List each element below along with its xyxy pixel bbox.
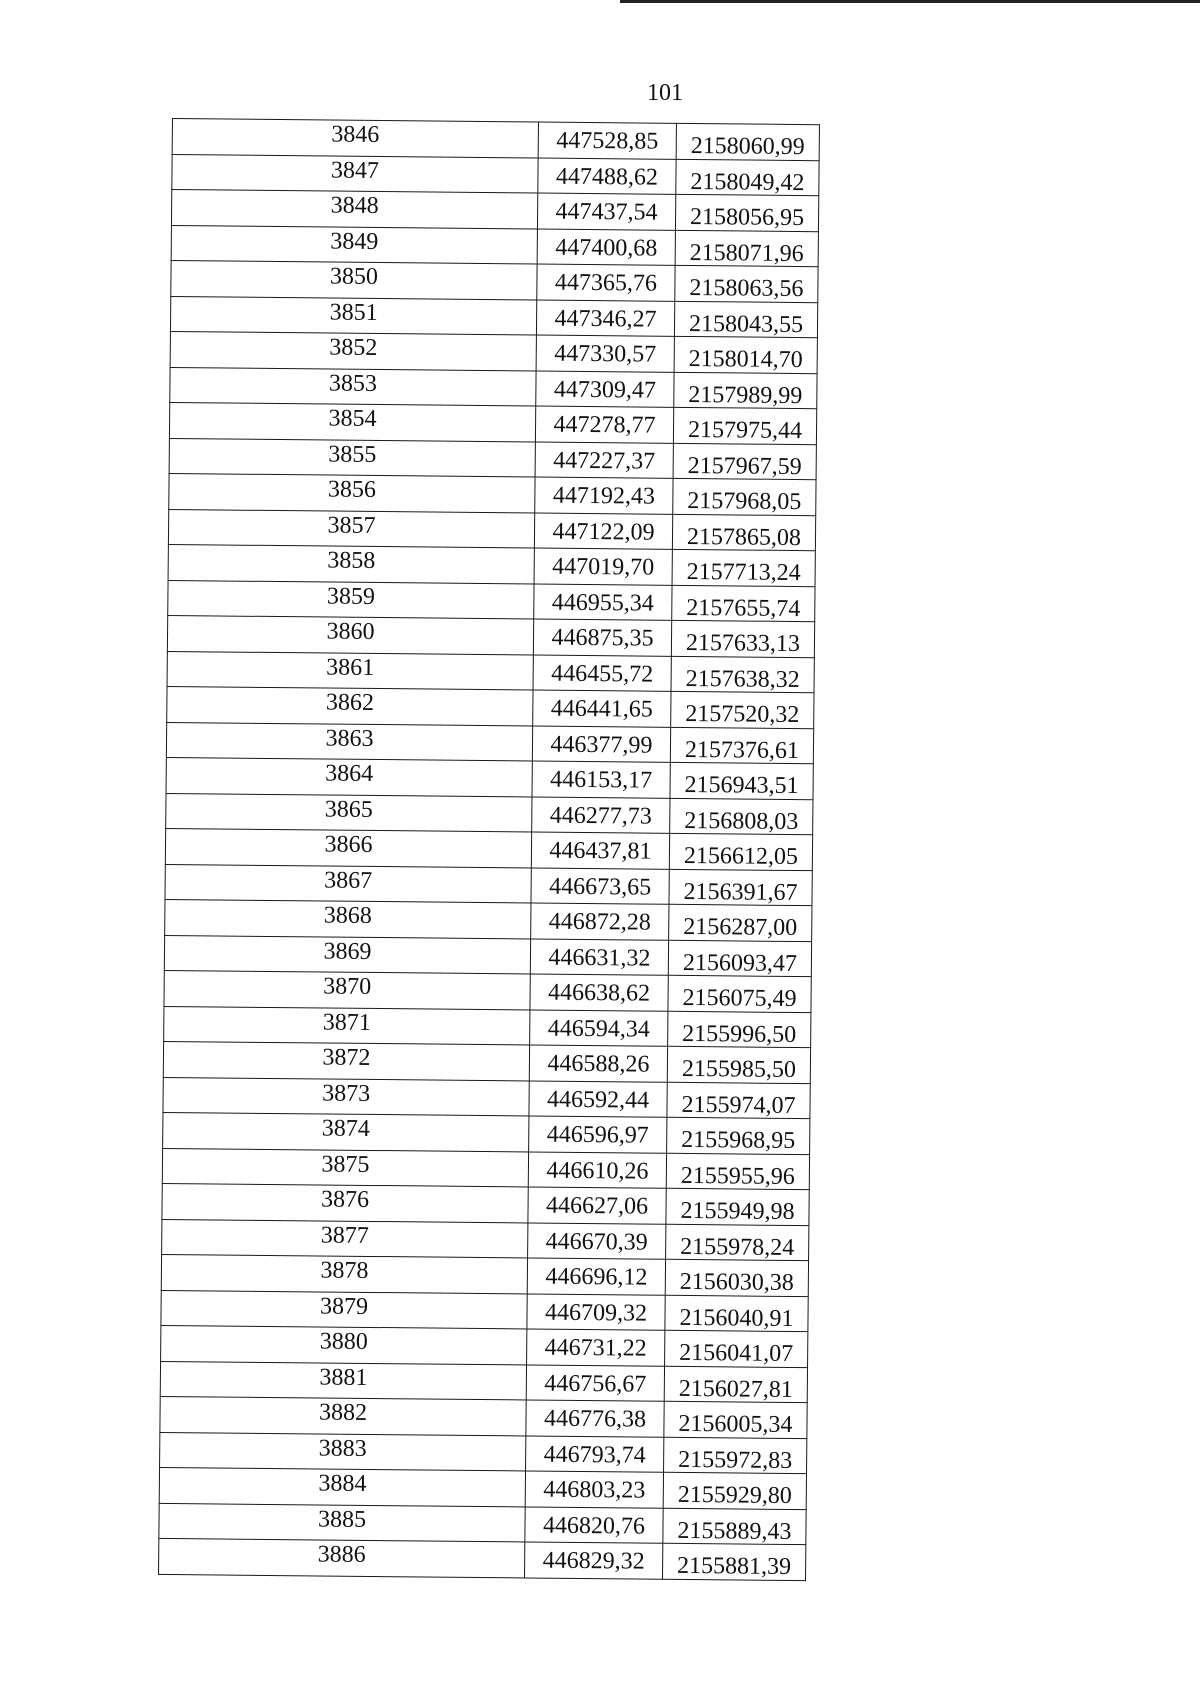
x-coordinate-cell: 446631,32: [530, 938, 668, 975]
x-coordinate-cell: 447365,76: [537, 264, 675, 301]
x-coordinate-cell: 446455,72: [533, 654, 671, 691]
y-coordinate-cell: 2158060,99: [676, 123, 819, 160]
x-coordinate-cell: 447330,57: [536, 335, 674, 372]
x-coordinate-cell: 446638,62: [530, 974, 668, 1011]
y-coordinate-cell: 2158063,56: [675, 265, 818, 302]
y-coordinate-cell: 2155949,98: [666, 1188, 809, 1225]
x-coordinate-cell: 446709,32: [527, 1293, 665, 1330]
y-coordinate-cell: 2158071,96: [675, 230, 818, 267]
x-coordinate-cell: 446955,34: [534, 583, 672, 620]
y-coordinate-cell: 2155972,83: [664, 1437, 807, 1474]
table-row: [159, 1538, 806, 1580]
y-coordinate-cell: 2156040,91: [665, 1295, 808, 1332]
point-number-cell: 3878: [161, 1254, 527, 1293]
y-coordinate-cell: 2156030,38: [665, 1259, 808, 1296]
x-coordinate-cell: 446592,44: [529, 1080, 667, 1117]
point-number-cell: 3867: [165, 864, 531, 903]
x-coordinate-cell: 446673,65: [531, 867, 669, 904]
point-number-cell: 3857: [168, 509, 534, 548]
y-coordinate-cell: 2156005,34: [664, 1401, 807, 1438]
point-number-cell: 3882: [160, 1396, 526, 1435]
point-number-cell: 3885: [159, 1503, 525, 1542]
point-number-cell: 3886: [159, 1538, 525, 1577]
y-coordinate-cell: 2157713,24: [672, 549, 815, 586]
x-coordinate-cell: 446594,34: [530, 1009, 668, 1046]
x-coordinate-cell: 446153,17: [532, 761, 670, 798]
point-number-cell: 3883: [160, 1432, 526, 1471]
point-number-cell: 3871: [164, 1006, 530, 1045]
point-number-cell: 3884: [159, 1467, 525, 1506]
y-coordinate-cell: 2157975,44: [673, 407, 816, 444]
y-coordinate-cell: 2157967,59: [673, 443, 816, 480]
x-coordinate-cell: 447122,09: [534, 513, 672, 550]
point-number-cell: 3846: [172, 119, 538, 158]
point-number-cell: 3859: [168, 580, 534, 619]
x-coordinate-cell: 446588,26: [529, 1045, 667, 1082]
x-coordinate-cell: 446756,67: [526, 1364, 664, 1401]
point-number-cell: 3874: [163, 1112, 529, 1151]
x-coordinate-cell: 447227,37: [535, 442, 673, 479]
point-number-cell: 3872: [163, 1041, 529, 1080]
point-number-cell: 3869: [164, 935, 530, 974]
point-number-cell: 3870: [164, 970, 530, 1009]
x-coordinate-cell: 446377,99: [532, 725, 670, 762]
point-number-cell: 3875: [162, 1148, 528, 1187]
y-coordinate-cell: 2156808,03: [670, 798, 813, 835]
x-coordinate-cell: 446793,74: [526, 1435, 664, 1472]
y-coordinate-cell: 2155978,24: [666, 1224, 809, 1261]
y-coordinate-cell: 2157376,61: [670, 727, 813, 764]
y-coordinate-cell: 2156612,05: [669, 833, 812, 870]
y-coordinate-cell: 2156075,49: [668, 975, 811, 1012]
y-coordinate-cell: 2155985,50: [667, 1046, 810, 1083]
x-coordinate-cell: 446596,97: [529, 1116, 667, 1153]
x-coordinate-cell: 447488,62: [538, 158, 676, 195]
y-coordinate-cell: 2156093,47: [668, 940, 811, 977]
x-coordinate-cell: 446627,06: [528, 1187, 666, 1224]
x-coordinate-cell: 447278,77: [535, 406, 673, 443]
y-coordinate-cell: 2157638,32: [671, 656, 814, 693]
x-coordinate-cell: 446441,65: [533, 690, 671, 727]
point-number-cell: 3848: [171, 190, 537, 229]
x-coordinate-cell: 446610,26: [528, 1151, 666, 1188]
y-coordinate-cell: 2155974,07: [667, 1082, 810, 1119]
x-coordinate-cell: 446872,28: [531, 903, 669, 940]
point-number-cell: 3863: [166, 722, 532, 761]
y-coordinate-cell: 2156287,00: [669, 904, 812, 941]
y-coordinate-cell: 2157520,32: [671, 691, 814, 728]
point-number-cell: 3865: [166, 793, 532, 832]
point-number-cell: 3854: [169, 402, 535, 441]
point-number-cell: 3856: [169, 473, 535, 512]
x-coordinate-cell: 446277,73: [532, 796, 670, 833]
x-coordinate-cell: 447528,85: [538, 122, 676, 159]
point-number-cell: 3862: [167, 686, 533, 725]
point-number-cell: 3851: [170, 296, 536, 335]
point-number-cell: 3853: [170, 367, 536, 406]
x-coordinate-cell: 446670,39: [528, 1222, 666, 1259]
coordinates-table-body: [159, 119, 820, 1581]
y-coordinate-cell: 2156027,81: [664, 1366, 807, 1403]
y-coordinate-cell: 2157968,05: [673, 478, 816, 515]
point-number-cell: 3876: [162, 1183, 528, 1222]
y-coordinate-cell: 2158056,95: [675, 194, 818, 231]
x-coordinate-cell: 446820,76: [525, 1506, 663, 1543]
page-number: 101: [647, 80, 683, 106]
x-coordinate-cell: 447400,68: [537, 229, 675, 266]
point-number-cell: 3861: [167, 651, 533, 690]
y-coordinate-cell: 2158049,42: [676, 159, 819, 196]
point-number-cell: 3852: [170, 331, 536, 370]
point-number-cell: 3881: [160, 1361, 526, 1400]
point-number-cell: 3868: [165, 899, 531, 938]
y-coordinate-cell: 2157655,74: [672, 585, 815, 622]
y-coordinate-cell: 2158043,55: [674, 301, 817, 338]
point-number-cell: 3879: [161, 1290, 527, 1329]
x-coordinate-cell: 446803,23: [525, 1471, 663, 1508]
y-coordinate-cell: 2155929,80: [663, 1472, 806, 1509]
y-coordinate-cell: 2156943,51: [670, 762, 813, 799]
x-coordinate-cell: 446731,22: [527, 1329, 665, 1366]
x-coordinate-cell: 447192,43: [535, 477, 673, 514]
point-number-cell: 3850: [171, 260, 537, 299]
point-number-cell: 3847: [172, 154, 538, 193]
point-number-cell: 3855: [169, 438, 535, 477]
x-coordinate-cell: 447019,70: [534, 548, 672, 585]
y-coordinate-cell: 2156041,07: [665, 1330, 808, 1367]
point-number-cell: 3849: [171, 225, 537, 264]
point-number-cell: 3877: [162, 1219, 528, 1258]
top-border-line: [620, 0, 1200, 3]
x-coordinate-cell: 446875,35: [533, 619, 671, 656]
y-coordinate-cell: 2155881,39: [663, 1543, 806, 1580]
x-coordinate-cell: 447309,47: [536, 371, 674, 408]
y-coordinate-cell: 2157633,13: [671, 620, 814, 657]
x-coordinate-cell: 446829,32: [525, 1542, 663, 1579]
point-number-cell: 3880: [161, 1325, 527, 1364]
x-coordinate-cell: 446696,12: [527, 1258, 665, 1295]
y-coordinate-cell: 2157865,08: [672, 514, 815, 551]
x-coordinate-cell: 446776,38: [526, 1400, 664, 1437]
y-coordinate-cell: 2157989,99: [674, 372, 817, 409]
x-coordinate-cell: 447346,27: [536, 300, 674, 337]
point-number-cell: 3858: [168, 544, 534, 583]
y-coordinate-cell: 2155968,95: [667, 1117, 810, 1154]
y-coordinate-cell: 2156391,67: [669, 869, 812, 906]
x-coordinate-cell: 446437,81: [531, 832, 669, 869]
point-number-cell: 3873: [163, 1077, 529, 1116]
y-coordinate-cell: 2155955,96: [666, 1153, 809, 1190]
point-number-cell: 3866: [165, 828, 531, 867]
coordinates-table: [158, 118, 820, 1581]
point-number-cell: 3864: [166, 757, 532, 796]
y-coordinate-cell: 2155996,50: [668, 1011, 811, 1048]
y-coordinate-cell: 2158014,70: [674, 336, 817, 373]
point-number-cell: 3860: [167, 615, 533, 654]
x-coordinate-cell: 447437,54: [537, 193, 675, 230]
y-coordinate-cell: 2155889,43: [663, 1508, 806, 1545]
